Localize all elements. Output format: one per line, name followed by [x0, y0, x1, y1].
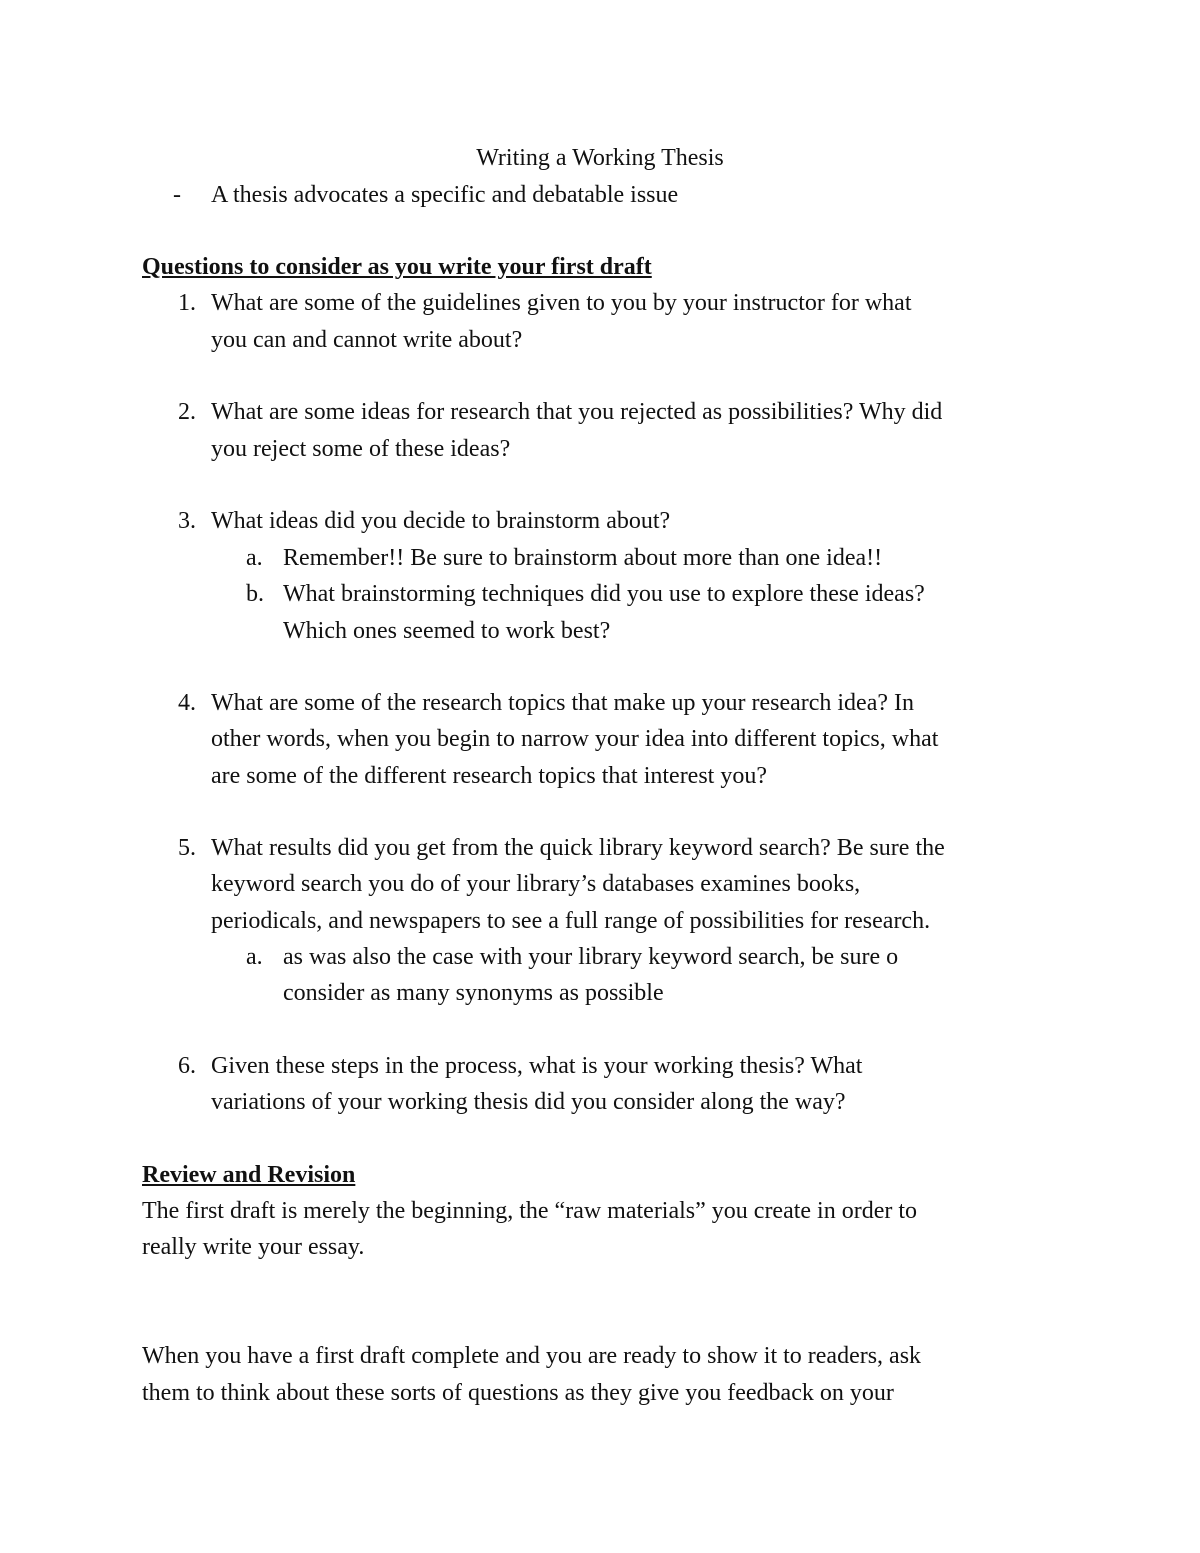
list-item-line: you can and cannot write about? — [211, 327, 523, 353]
intro-bullet-text: A thesis advocates a specific and debatable issue — [211, 182, 679, 208]
list-item-line: you reject some of these ideas? — [211, 436, 511, 462]
list-item-line: variations of your working thesis did you consider along the way? — [211, 1089, 846, 1115]
list-item-line: periodicals, and newspapers to see a full range of possibilities for research. — [211, 908, 931, 934]
list-item-number: 1. — [178, 290, 196, 316]
sub-item-marker: a. — [246, 545, 263, 571]
list-item-line: What ideas did you decide to brainstorm about? — [211, 508, 671, 534]
sub-item-line: consider as many synonyms as possible — [283, 980, 664, 1006]
sub-item-line: as was also the case with your library keyword search, be sure o — [283, 944, 899, 970]
paragraph-line: The first draft is merely the beginning, the “raw materials” you create in order to — [142, 1198, 918, 1224]
list-item-line: Given these steps in the process, what is your working thesis? What — [211, 1053, 863, 1079]
section-heading-questions: Questions to consider as you write your first draft — [142, 254, 652, 280]
list-item-number: 3. — [178, 508, 196, 534]
list-item-number: 4. — [178, 690, 196, 716]
list-item-number: 6. — [178, 1053, 196, 1079]
list-item-line: keyword search you do of your library’s databases examines books, — [211, 871, 861, 897]
intro-bullet-marker: - — [173, 182, 181, 208]
document-title: Writing a Working Thesis — [476, 145, 724, 171]
paragraph-line: them to think about these sorts of questions as they give you feedback on your — [142, 1380, 894, 1406]
list-item-line: are some of the different research topics that interest you? — [211, 763, 767, 789]
list-item-line: What are some of the research topics that make up your research idea? In — [211, 690, 915, 716]
list-item-number: 5. — [178, 835, 196, 861]
sub-item-line: What brainstorming techniques did you use to explore these ideas? — [283, 581, 925, 607]
list-item-number: 2. — [178, 399, 196, 425]
list-item-line: What are some ideas for research that you rejected as possibilities? Why did — [211, 399, 943, 425]
list-item-line: What results did you get from the quick library keyword search? Be sure the — [211, 835, 945, 861]
section-heading-review: Review and Revision — [142, 1162, 356, 1188]
paragraph-line: really write your essay. — [142, 1234, 365, 1260]
list-item-line: other words, when you begin to narrow your idea into different topics, what — [211, 726, 939, 752]
sub-item-marker: a. — [246, 944, 263, 970]
sub-item-line: Remember!! Be sure to brainstorm about more than one idea!! — [283, 545, 883, 571]
list-item-line: What are some of the guidelines given to you by your instructor for what — [211, 290, 912, 316]
paragraph-line: When you have a first draft complete and you are ready to show it to readers, ask — [142, 1343, 922, 1369]
sub-item-line: Which ones seemed to work best? — [283, 618, 611, 644]
sub-item-marker: b. — [246, 581, 264, 607]
